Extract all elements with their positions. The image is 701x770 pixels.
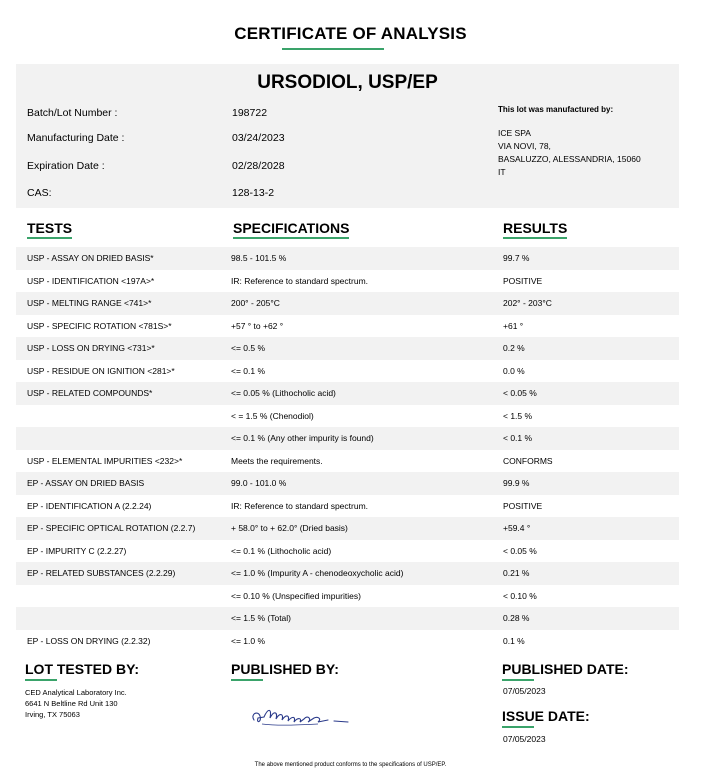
specification-cell: <= 1.0 % (Impurity A - chenodeoxycholic acid): [231, 568, 404, 578]
result-cell: 0.2 %: [503, 343, 525, 353]
test-name-cell: USP - LOSS ON DRYING <731>*: [27, 343, 155, 353]
result-cell: 0.0 %: [503, 365, 525, 376]
product-name: URSODIOL, USP/EP: [257, 72, 438, 93]
specifications-column-header: [233, 220, 349, 239]
specification-cell: <= 1.5 % (Total): [231, 613, 292, 623]
cas-value: 128-13-2: [232, 187, 275, 199]
title-underline: [282, 48, 384, 50]
lab-name: CED Analytical Laboratory Inc.: [25, 688, 127, 697]
test-name-cell: USP - RESIDUE ON IGNITION <281>*: [27, 365, 175, 376]
specification-cell: IR: Reference to standard spectrum.: [231, 500, 369, 511]
table-row: [16, 517, 679, 540]
result-cell: +59.4 °: [503, 523, 531, 533]
table-row: [16, 630, 679, 653]
specification-cell: 200° - 205°C: [231, 298, 280, 308]
specification-cell: <= 0.1 %: [231, 365, 266, 376]
results-header-label: RESULTS: [503, 220, 568, 236]
specification-cell: < = 1.5 % (Chenodiol): [231, 410, 314, 421]
specification-cell: <= 1.0 %: [231, 635, 266, 646]
cas-label: CAS:: [27, 187, 52, 199]
table-row: [16, 382, 679, 405]
table-row: [16, 472, 679, 495]
conformance-statement: The above mentioned product conforms to the specifications of USP/EP.: [254, 762, 447, 768]
result-cell: < 0.05 %: [503, 388, 537, 398]
table-row: [16, 270, 679, 293]
specification-cell: <= 0.1 % (Any other impurity is found): [231, 433, 374, 443]
specification-cell: IR: Reference to standard spectrum.: [231, 275, 369, 286]
heading-underline: [25, 679, 57, 681]
exp-date-label: Expiration Date :: [27, 160, 105, 172]
test-name-cell: USP - MELTING RANGE <741>*: [27, 298, 152, 308]
specification-cell: <= 0.1 % (Lithocholic acid): [231, 545, 332, 556]
result-cell: +61 °: [503, 320, 524, 331]
table-row: [16, 247, 679, 270]
result-cell: 99.7 %: [503, 253, 530, 263]
table-row: [16, 315, 679, 338]
result-cell: < 0.1 %: [503, 433, 533, 443]
specification-cell: <= 0.5 %: [231, 343, 266, 353]
result-cell: 99.9 %: [503, 478, 530, 488]
test-name-cell: EP - IDENTIFICATION A (2.2.24): [27, 500, 152, 511]
published-by-label: PUBLISHED BY:: [231, 661, 339, 677]
results-table: [16, 247, 679, 652]
lab-address: 6641 N Beltline Rd Unit 130: [25, 699, 118, 708]
result-cell: POSITIVE: [503, 500, 543, 511]
result-cell: < 0.10 %: [503, 590, 537, 601]
table-row: [16, 585, 679, 608]
test-name-cell: EP - LOSS ON DRYING (2.2.32): [27, 635, 151, 646]
table-row: [16, 540, 679, 563]
result-cell: 0.1 %: [503, 635, 525, 646]
tests-column-header: [27, 220, 72, 239]
batch-value: 198722: [232, 107, 268, 119]
published-by-heading: [231, 661, 339, 681]
table-row: [16, 562, 679, 585]
manufacturer-line: BASALUZZO, ALESSANDRIA, 15060: [498, 154, 641, 164]
exp-date-value: 02/28/2028: [232, 160, 285, 172]
test-name-cell: USP - SPECIFIC ROTATION <781S>*: [27, 320, 172, 331]
test-name-cell: USP - IDENTIFICATION <197A>*: [27, 275, 155, 286]
heading-underline: [502, 726, 534, 728]
result-cell: POSITIVE: [503, 275, 543, 286]
manufacturer-line: IT: [498, 167, 506, 177]
table-row: [16, 450, 679, 473]
heading-underline: [231, 679, 263, 681]
specification-cell: +57 ° to +62 °: [231, 320, 284, 331]
specification-cell: <= 0.05 % (Lithocholic acid): [231, 388, 336, 398]
table-row: [16, 405, 679, 428]
published-date-label: PUBLISHED DATE:: [502, 661, 629, 677]
test-name-cell: USP - RELATED COMPOUNDS*: [27, 388, 153, 398]
test-name-cell: EP - IMPURITY C (2.2.27): [27, 545, 127, 556]
table-row: [16, 495, 679, 518]
result-cell: CONFORMS: [503, 455, 553, 466]
batch-label: Batch/Lot Number :: [27, 107, 118, 119]
result-cell: < 0.05 %: [503, 545, 537, 556]
issue-date-label: ISSUE DATE:: [502, 708, 590, 724]
header-underline: [233, 237, 349, 239]
test-name-cell: EP - RELATED SUBSTANCES (2.2.29): [27, 568, 176, 578]
test-name-cell: EP - SPECIFIC OPTICAL ROTATION (2.2.7): [27, 523, 196, 533]
manufacturer-heading: This lot was manufactured by:: [498, 105, 614, 114]
result-cell: 0.28 %: [503, 613, 530, 623]
table-row: [16, 337, 679, 360]
result-cell: 0.21 %: [503, 568, 530, 578]
header-underline: [503, 237, 567, 239]
issue-date-heading: [502, 708, 590, 728]
published-date-heading: [502, 661, 629, 681]
product-info-panel: [16, 64, 679, 208]
manufacturer-line: VIA NOVI, 78,: [498, 141, 551, 151]
table-row: [16, 292, 679, 315]
table-row: [16, 360, 679, 383]
specification-cell: + 58.0° to + 62.0° (Dried basis): [231, 523, 348, 533]
mfg-date-value: 03/24/2023: [232, 132, 285, 144]
test-name-cell: USP - ELEMENTAL IMPURITIES <232>*: [27, 455, 183, 466]
specifications-header-label: SPECIFICATIONS: [233, 220, 350, 236]
mfg-date-label: Manufacturing Date :: [27, 132, 125, 144]
table-row: [16, 427, 679, 450]
published-date-value: 07/05/2023: [503, 686, 546, 696]
specification-cell: <= 0.10 % (Unspecified impurities): [231, 590, 361, 601]
test-name-cell: EP - ASSAY ON DRIED BASIS: [27, 478, 145, 488]
manufacturer-line: ICE SPA: [498, 128, 531, 138]
signature-image: [248, 700, 356, 730]
results-column-header: [503, 220, 567, 239]
lot-tested-by-heading: [25, 661, 139, 681]
test-name-cell: USP - ASSAY ON DRIED BASIS*: [27, 253, 154, 263]
document-title: CERTIFICATE OF ANALYSIS: [234, 24, 467, 43]
table-row: [16, 607, 679, 630]
lot-tested-by-label: LOT TESTED BY:: [25, 661, 140, 677]
result-cell: < 1.5 %: [503, 410, 533, 421]
specification-cell: 98.5 - 101.5 %: [231, 253, 287, 263]
result-cell: 202° - 203°C: [503, 298, 552, 308]
tests-header-label: TESTS: [27, 220, 73, 236]
header-underline: [27, 237, 72, 239]
specification-cell: 99.0 - 101.0 %: [231, 478, 287, 488]
lab-city: Irving, TX 75063: [25, 710, 80, 719]
specification-cell: Meets the requirements.: [231, 455, 323, 466]
heading-underline: [502, 679, 534, 681]
issue-date-value: 07/05/2023: [503, 734, 546, 744]
